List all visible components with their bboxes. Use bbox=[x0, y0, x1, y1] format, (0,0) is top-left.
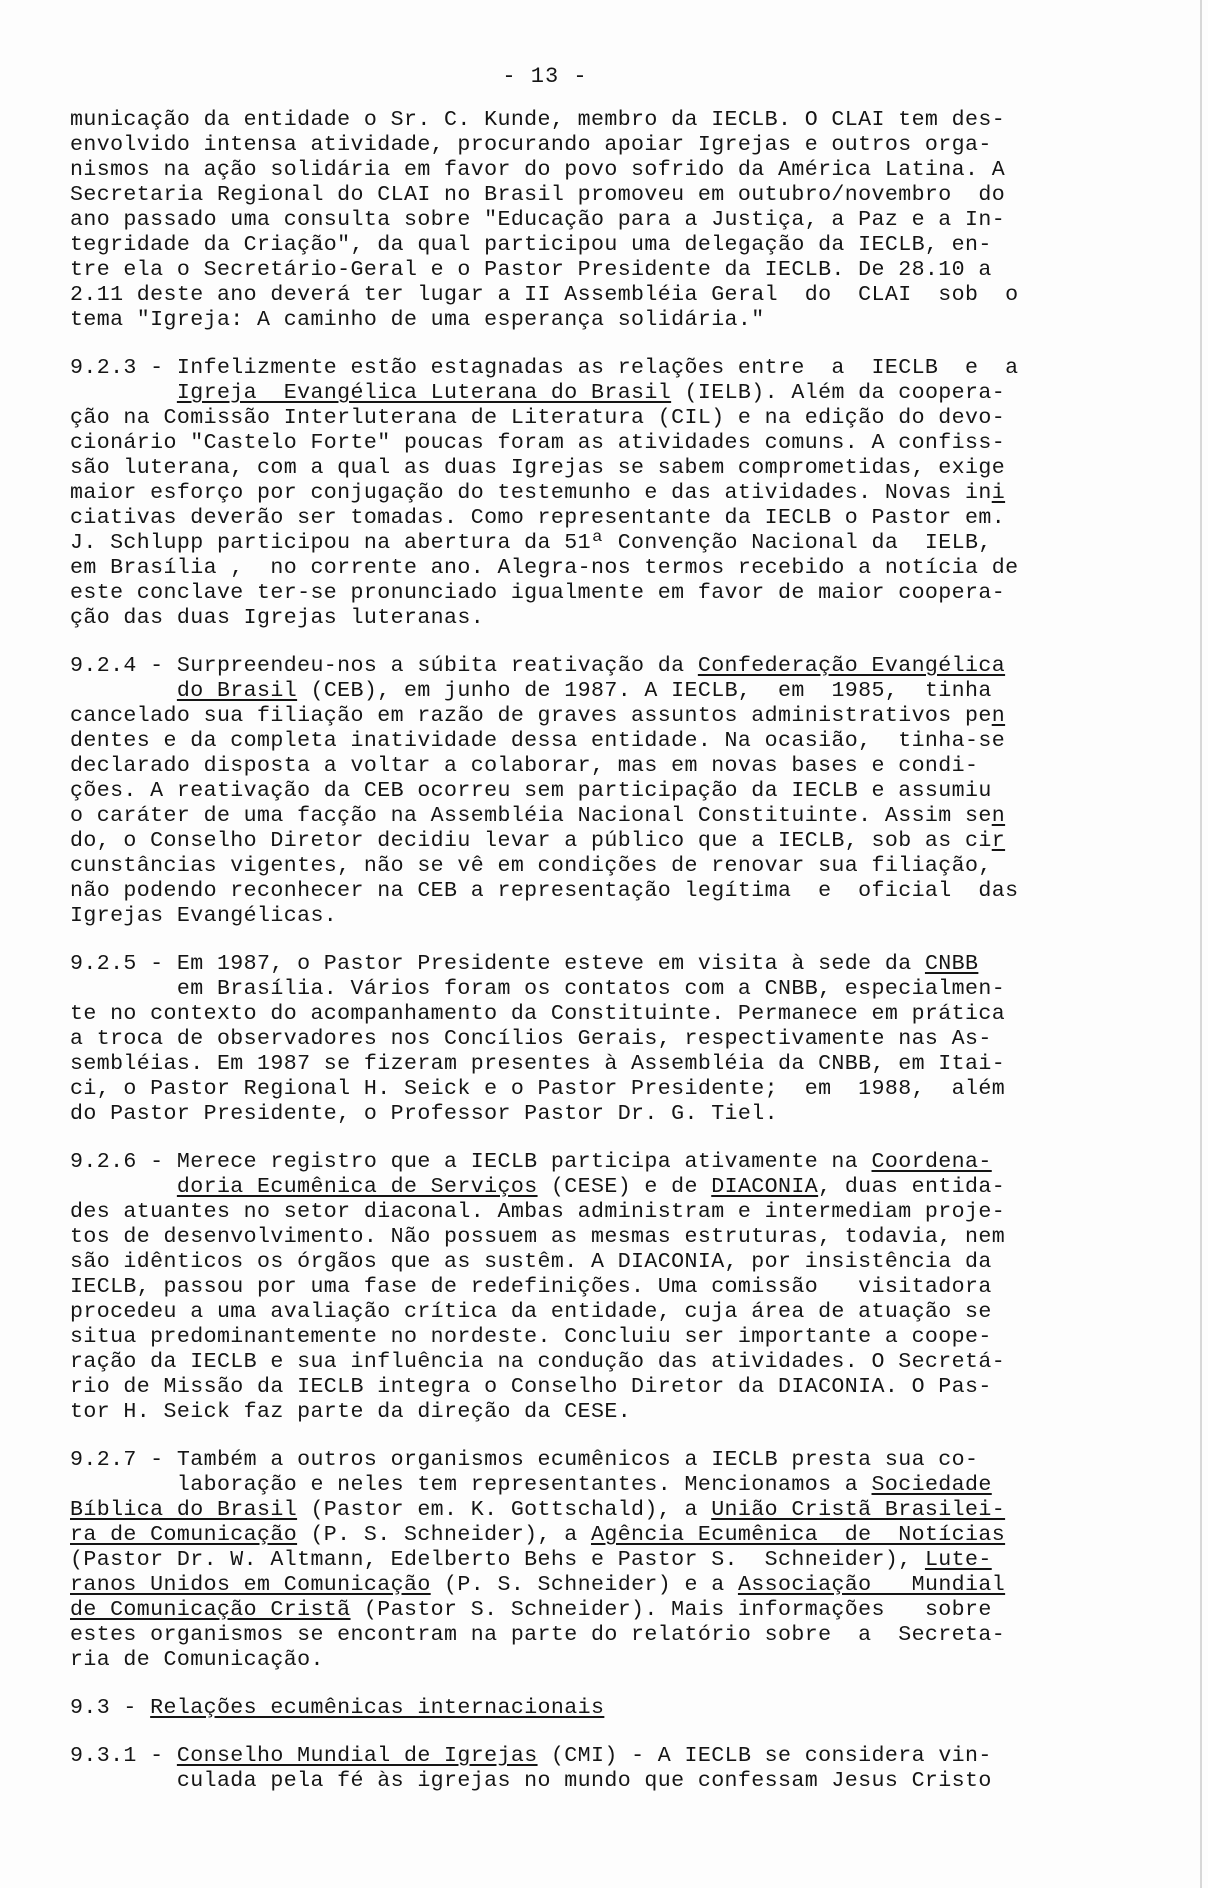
text-line bbox=[70, 754, 1120, 779]
text-segment: (Pastor Dr. W. Altmann, Edelberto Behs e Pastor S. Schneider), bbox=[70, 1548, 925, 1572]
underlined-text: doria Ecumênica de Serviços bbox=[176, 1175, 538, 1199]
text-line bbox=[70, 1077, 1120, 1102]
text-segment: (CEB), em junho de 1987. A IECLB, em 1985, tinha bbox=[297, 679, 992, 703]
text-segment: (CESE) e de bbox=[537, 1175, 712, 1199]
underlined-text: i bbox=[991, 481, 1006, 505]
text-line bbox=[70, 1769, 1120, 1794]
text-line bbox=[70, 308, 1120, 333]
text-line bbox=[70, 854, 1120, 879]
underlined-text: Associação Mundial bbox=[737, 1573, 1006, 1597]
text-line bbox=[70, 1350, 1120, 1375]
text-line bbox=[70, 258, 1120, 283]
text-line bbox=[70, 1744, 1120, 1769]
underlined-text: de Comunicação Cristã bbox=[70, 1598, 351, 1622]
underlined-text: do Brasil bbox=[176, 679, 298, 703]
text-segment: situa predominantemente no nordeste. Concluiu ser importante a coope- bbox=[70, 1325, 992, 1349]
text-segment: 9.3.1 - bbox=[70, 1744, 177, 1768]
text-line bbox=[70, 531, 1120, 556]
text-line bbox=[70, 1473, 1120, 1498]
underlined-text: Igreja Evangélica Luterana do Brasil bbox=[176, 381, 672, 405]
text-line bbox=[70, 1598, 1120, 1623]
paragraph-gap bbox=[70, 1673, 1120, 1696]
text-segment: (P. S. Schneider), a bbox=[297, 1523, 591, 1547]
text-segment: (Pastor em. K. Gottschald), a bbox=[297, 1498, 712, 1522]
text-line bbox=[70, 283, 1120, 308]
text-line bbox=[70, 208, 1120, 233]
text-segment: este conclave ter-se pronunciado igualmente em favor de maior coopera- bbox=[70, 581, 1006, 605]
paragraph-9-2-3 bbox=[70, 356, 1120, 631]
text-segment bbox=[70, 679, 177, 703]
text-segment: ci, o Pastor Regional H. Seick e o Pastor Presidente; em 1988, além bbox=[70, 1077, 1006, 1101]
text-line bbox=[70, 1573, 1120, 1598]
text-segment: 9.2.7 - Também a outros organismos ecumênicos a IECLB presta sua co- bbox=[70, 1448, 979, 1472]
text-segment: ano passado uma consulta sobre "Educação para a Justiça, a Paz e a In- bbox=[70, 208, 1006, 232]
text-line bbox=[70, 1150, 1120, 1175]
text-segment: a troca de observadores nos Concílios Gerais, respectivamente nas As- bbox=[70, 1027, 992, 1051]
text-segment: municação da entidade o Sr. C. Kunde, membro da IECLB. O CLAI tem des- bbox=[70, 108, 1006, 132]
text-line bbox=[70, 506, 1120, 531]
text-line bbox=[70, 729, 1120, 754]
paragraph-9-2-5 bbox=[70, 952, 1120, 1127]
underlined-text: Confederação Evangélica bbox=[697, 654, 1006, 678]
text-segment: ção na Comissão Interluterana de Literatura (CIL) e na edição do devo- bbox=[70, 406, 1006, 430]
text-line bbox=[70, 1498, 1120, 1523]
scan-edge-line bbox=[1200, 0, 1202, 1888]
text-segment: não podendo reconhecer na CEB a representação legítima e oficial das bbox=[70, 879, 1019, 903]
text-line bbox=[70, 1623, 1120, 1648]
text-segment: ria de Comunicação. bbox=[70, 1648, 324, 1672]
text-segment: sembléias. Em 1987 se fizeram presentes à Assembléia da CNBB, em Itai- bbox=[70, 1052, 1006, 1076]
text-segment: (Pastor S. Schneider). Mais informações sobre bbox=[350, 1598, 992, 1622]
text-line bbox=[70, 1027, 1120, 1052]
text-line bbox=[70, 1448, 1120, 1473]
text-line bbox=[70, 1200, 1120, 1225]
text-segment: em Brasília , no corrente ano. Alegra-nos termos recebido a notícia de bbox=[70, 556, 1019, 580]
text-line bbox=[70, 1300, 1120, 1325]
text-line bbox=[70, 1225, 1120, 1250]
text-segment: declarado disposta a voltar a colaborar, mas em novas bases e condi- bbox=[70, 754, 979, 778]
text-segment: 9.2.5 - Em 1987, o Pastor Presidente esteve em visita à sede da bbox=[70, 952, 925, 976]
text-line bbox=[70, 381, 1120, 406]
paragraph-gap bbox=[70, 333, 1120, 356]
text-line bbox=[70, 1250, 1120, 1275]
text-segment: 9.2.6 - Merece registro que a IECLB participa ativamente na bbox=[70, 1150, 872, 1174]
text-line bbox=[70, 158, 1120, 183]
text-line bbox=[70, 804, 1120, 829]
text-segment: do, o Conselho Diretor decidiu levar a público que a IECLB, sob as ci bbox=[70, 829, 992, 853]
text-segment: (P. S. Schneider) e a bbox=[430, 1573, 738, 1597]
text-segment: J. Schlupp participou na abertura da 51ª Convenção Nacional da IELB, bbox=[70, 531, 992, 555]
text-line bbox=[70, 1002, 1120, 1027]
paragraph-9-2-6 bbox=[70, 1150, 1120, 1425]
text-line bbox=[70, 654, 1120, 679]
text-line bbox=[70, 779, 1120, 804]
underlined-text: Sociedade bbox=[871, 1473, 992, 1497]
underlined-text: Conselho Mundial de Igrejas bbox=[176, 1744, 538, 1768]
text-line bbox=[70, 1175, 1120, 1200]
text-line bbox=[70, 108, 1120, 133]
text-segment bbox=[70, 1175, 177, 1199]
text-segment: 2.11 deste ano deverá ter lugar a II Assembléia Geral do CLAI sob o bbox=[70, 283, 1019, 307]
text-segment: do Pastor Presidente, o Professor Pastor Dr. G. Tiel. bbox=[70, 1102, 778, 1126]
text-line bbox=[70, 1325, 1120, 1350]
text-segment: tre ela o Secretário-Geral e o Pastor Presidente da IECLB. De 28.10 a bbox=[70, 258, 992, 282]
paragraph-gap bbox=[70, 1127, 1120, 1150]
text-segment: IECLB, passou por uma fase de redefinições. Uma comissão visitadora bbox=[70, 1275, 992, 1299]
text-segment: , duas entida- bbox=[818, 1175, 1006, 1199]
text-line bbox=[70, 1696, 1120, 1721]
text-segment: cancelado sua filiação em razão de graves assuntos administrativos pe bbox=[70, 704, 992, 728]
text-segment: Secretaria Regional do CLAI no Brasil promoveu em outubro/novembro do bbox=[70, 183, 1006, 207]
paragraph-gap bbox=[70, 1425, 1120, 1448]
body-text bbox=[70, 108, 1120, 1794]
text-segment: em Brasília. Vários foram os contatos com a CNBB, especialmen- bbox=[70, 977, 1006, 1001]
paragraph-9-3-1 bbox=[70, 1744, 1120, 1794]
text-line bbox=[70, 606, 1120, 631]
text-line bbox=[70, 1375, 1120, 1400]
text-line bbox=[70, 133, 1120, 158]
text-segment: maior esforço por conjugação do testemunho e das atividades. Novas in bbox=[70, 481, 992, 505]
text-segment bbox=[70, 381, 177, 405]
page-number: - 13 - bbox=[502, 64, 588, 89]
text-line bbox=[70, 1102, 1120, 1127]
underlined-text: União Cristã Brasilei- bbox=[711, 1498, 1006, 1522]
text-line bbox=[70, 556, 1120, 581]
text-line bbox=[70, 233, 1120, 258]
text-segment: des atuantes no setor diaconal. Ambas administram e intermediam proje- bbox=[70, 1200, 1006, 1224]
text-line bbox=[70, 1400, 1120, 1425]
text-segment: tegridade da Criação", da qual participou uma delegação da IECLB, en- bbox=[70, 233, 992, 257]
paragraph-gap bbox=[70, 1721, 1120, 1744]
text-segment: cionário "Castelo Forte" poucas foram as atividades comuns. A confiss- bbox=[70, 431, 1006, 455]
text-segment: procedeu a uma avaliação crítica da entidade, cuja área de atuação se bbox=[70, 1300, 992, 1324]
text-segment: ção das duas Igrejas luteranas. bbox=[70, 606, 485, 630]
underlined-text: n bbox=[991, 804, 1006, 828]
text-line bbox=[70, 431, 1120, 456]
text-line bbox=[70, 977, 1120, 1002]
underlined-text: ra de Comunicação bbox=[70, 1523, 298, 1547]
text-line bbox=[70, 1275, 1120, 1300]
text-line bbox=[70, 879, 1120, 904]
text-segment: estes organismos se encontram na parte do relatório sobre a Secreta- bbox=[70, 1623, 1006, 1647]
text-line bbox=[70, 952, 1120, 977]
underlined-text: Lute- bbox=[924, 1548, 992, 1572]
text-segment: tor H. Seick faz parte da direção da CESE. bbox=[70, 1400, 632, 1424]
underlined-text: ranos Unidos em Comunicação bbox=[70, 1573, 431, 1597]
underlined-text: Bíblica do Brasil bbox=[70, 1498, 298, 1522]
text-segment: envolvido intensa atividade, procurando apoiar Igrejas e outros orga- bbox=[70, 133, 992, 157]
text-segment: tos de desenvolvimento. Não possuem as mesmas estruturas, todavia, nem bbox=[70, 1225, 1006, 1249]
text-segment: Igrejas Evangélicas. bbox=[70, 904, 338, 928]
text-segment: nismos na ação solidária em favor do povo sofrido da América Latina. A bbox=[70, 158, 1006, 182]
text-line bbox=[70, 481, 1120, 506]
text-segment: (IELB). Além da coopera- bbox=[671, 381, 1006, 405]
text-line bbox=[70, 1548, 1120, 1573]
text-segment: 9.2.4 - Surpreendeu-nos a súbita reativação da bbox=[70, 654, 698, 678]
text-segment: ciativas deverão ser tomadas. Como representante da IECLB o Pastor em. bbox=[70, 506, 1006, 530]
text-segment: (CMI) - A IECLB se considera vin- bbox=[537, 1744, 992, 1768]
text-line bbox=[70, 456, 1120, 481]
text-segment: cunstâncias vigentes, não se vê em condições de renovar sua filiação, bbox=[70, 854, 992, 878]
underlined-text: CNBB bbox=[924, 952, 979, 976]
text-segment: dentes e da completa inatividade dessa entidade. Na ocasião, tinha-se bbox=[70, 729, 1006, 753]
paragraph-9-3 bbox=[70, 1696, 1120, 1721]
text-segment: rio de Missão da IECLB integra o Conselho Diretor da DIACONIA. O Pas- bbox=[70, 1375, 992, 1399]
paragraph-intro bbox=[70, 108, 1120, 333]
text-line bbox=[70, 1052, 1120, 1077]
underlined-text: n bbox=[991, 704, 1006, 728]
text-line bbox=[70, 704, 1120, 729]
underlined-text: Relações ecumênicas internacionais bbox=[150, 1696, 605, 1720]
text-line bbox=[70, 406, 1120, 431]
paragraph-9-2-7 bbox=[70, 1448, 1120, 1673]
text-line bbox=[70, 183, 1120, 208]
text-segment: 9.2.3 - Infelizmente estão estagnadas as relações entre a IECLB e a bbox=[70, 356, 1019, 380]
paragraph-9-2-4 bbox=[70, 654, 1120, 929]
paragraph-gap bbox=[70, 929, 1120, 952]
text-line bbox=[70, 679, 1120, 704]
text-line bbox=[70, 829, 1120, 854]
text-line bbox=[70, 904, 1120, 929]
text-segment: são idênticos os órgãos que as sustêm. A DIACONIA, por insistência da bbox=[70, 1250, 992, 1274]
text-segment: te no contexto do acompanhamento da Constituinte. Permanece em prática bbox=[70, 1002, 1006, 1026]
text-segment: ções. A reativação da CEB ocorreu sem participação da IECLB e assumiu bbox=[70, 779, 992, 803]
text-segment: laboração e neles tem representantes. Mencionamos a bbox=[70, 1473, 872, 1497]
text-line bbox=[70, 1523, 1120, 1548]
paragraph-gap bbox=[70, 631, 1120, 654]
text-line bbox=[70, 356, 1120, 381]
text-segment: são luterana, com a qual as duas Igrejas se sabem comprometidas, exige bbox=[70, 456, 1006, 480]
text-line bbox=[70, 1648, 1120, 1673]
text-segment: tema "Igreja: A caminho de uma esperança solidária." bbox=[70, 308, 765, 332]
text-segment: o caráter de uma facção na Assembléia Nacional Constituinte. Assim se bbox=[70, 804, 992, 828]
text-segment: culada pela fé às igrejas no mundo que confessam Jesus Cristo bbox=[70, 1769, 992, 1793]
underlined-text: r bbox=[991, 829, 1006, 853]
text-segment: ração da IECLB e sua influência na condução das atividades. O Secretá- bbox=[70, 1350, 1006, 1374]
text-line bbox=[70, 581, 1120, 606]
underlined-text: Agência Ecumênica de Notícias bbox=[590, 1523, 1006, 1547]
underlined-text: DIACONIA bbox=[711, 1175, 819, 1199]
underlined-text: Coordena- bbox=[871, 1150, 992, 1174]
text-segment: 9.3 - bbox=[70, 1696, 151, 1720]
